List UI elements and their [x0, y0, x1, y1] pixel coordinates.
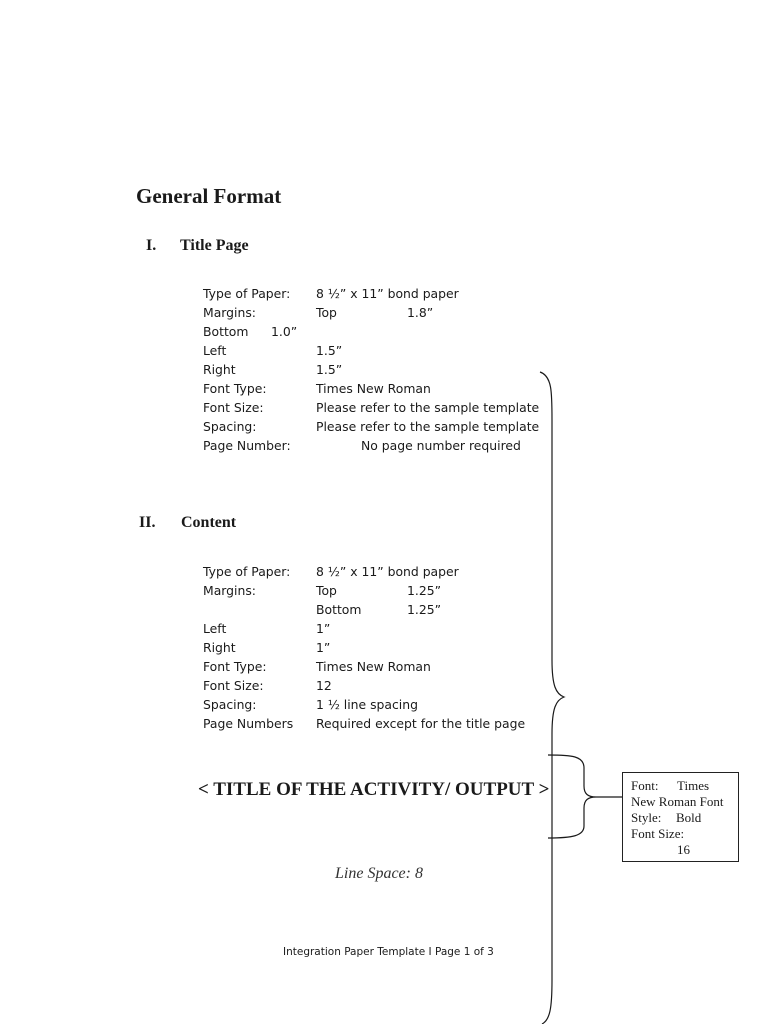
annotation-label: Font:	[631, 778, 659, 793]
spec-label: Page Number:	[203, 438, 291, 453]
spec-label: Margins:	[203, 583, 256, 598]
spec-value: 1.25”	[407, 583, 442, 598]
spec-label: Font Size:	[203, 678, 264, 693]
spec-label: Font Type:	[203, 381, 267, 396]
section-number: I.	[146, 237, 157, 254]
spec-value: Please refer to the sample template	[316, 400, 540, 415]
spec-value: 1.5”	[316, 343, 343, 358]
title-placeholder: < TITLE OF THE ACTIVITY/ OUTPUT >	[198, 779, 550, 800]
annotation-value: 16	[677, 842, 690, 857]
spec-label: Type of Paper:	[203, 286, 291, 301]
spec-label: Spacing:	[203, 419, 257, 434]
spec-value: 1.0”	[271, 324, 298, 339]
spec-value: 12	[316, 678, 332, 693]
annotation-line	[631, 778, 738, 794]
spec-label: Right	[203, 362, 236, 377]
document-heading: General Format	[136, 184, 282, 208]
spec-value: 1.5”	[316, 362, 343, 377]
spec-label: Font Size:	[203, 400, 264, 415]
spec-value: Times New Roman	[316, 381, 431, 396]
spec-label: Type of Paper:	[203, 564, 291, 579]
spec-value: 1”	[316, 640, 331, 655]
line-space-note: Line Space: 8	[335, 865, 423, 882]
spec-label: Margins:	[203, 305, 256, 320]
annotation-line	[631, 794, 738, 810]
annotation-line	[631, 826, 738, 842]
spec-value: 1.25”	[407, 602, 442, 617]
spec-label: Right	[203, 640, 236, 655]
spec-label: Page Numbers	[203, 716, 294, 731]
annotation-line	[631, 842, 738, 858]
spec-label: Left	[203, 343, 227, 358]
annotation-line	[631, 810, 738, 826]
spec-value: Bottom	[316, 602, 362, 617]
spec-value: 1”	[316, 621, 331, 636]
annotation-value: New Roman Font	[631, 794, 724, 809]
annotation-label: Style:	[631, 810, 662, 825]
spec-label: Spacing:	[203, 697, 257, 712]
small-brace	[548, 755, 622, 838]
spec-value: 8 ½” x 11” bond paper	[316, 564, 459, 579]
spec-value: 1 ½ line spacing	[316, 697, 418, 712]
annotation-label: Font Size:	[631, 826, 685, 841]
spec-value: Top	[316, 305, 337, 320]
section-number: II.	[139, 514, 156, 531]
section-title: Title Page	[180, 237, 249, 254]
page-footer: Integration Paper Template I Page 1 of 3	[283, 946, 494, 958]
spec-value: Required except for the title page	[316, 716, 526, 731]
spec-value: Times New Roman	[316, 659, 431, 674]
spec-value: 8 ½” x 11” bond paper	[316, 286, 459, 301]
spec-value: Please refer to the sample template	[316, 419, 540, 434]
spec-value: No page number required	[361, 438, 521, 453]
section-title: Content	[181, 514, 237, 531]
spec-label: Font Type:	[203, 659, 267, 674]
font-annotation-box	[622, 772, 739, 862]
large-brace	[540, 372, 564, 1024]
spec-value: 1.8”	[407, 305, 434, 320]
spec-label: Bottom	[203, 324, 249, 339]
spec-value: Top	[316, 583, 337, 598]
annotation-value: Times	[677, 778, 710, 793]
spec-label: Left	[203, 621, 227, 636]
annotation-value: Bold	[676, 810, 702, 825]
